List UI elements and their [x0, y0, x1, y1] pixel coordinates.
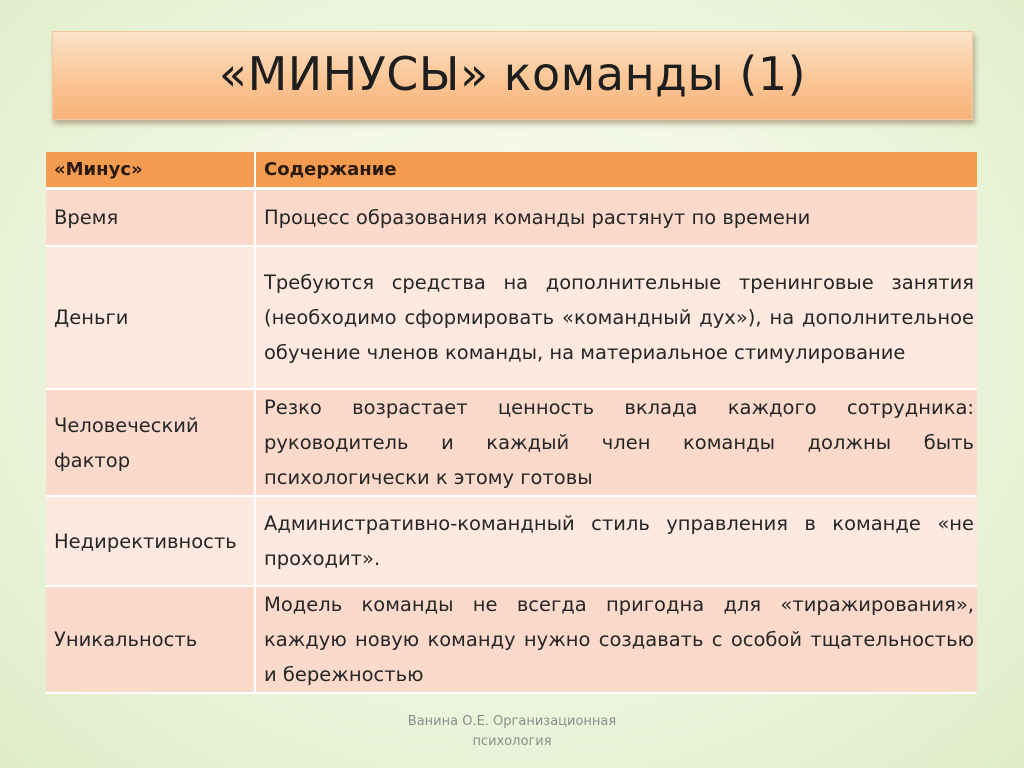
minus-cell: Уникальность — [46, 586, 255, 693]
slide-title: «МИНУСЫ» команды (1) — [218, 46, 807, 101]
column-header-minus: «Минус» — [46, 152, 255, 188]
content-cell: Процесс образования команды растянут по времени — [255, 188, 977, 246]
minus-table — [46, 152, 977, 694]
minus-cell: Человеческий фактор — [46, 389, 255, 496]
table-row — [46, 188, 977, 246]
content-cell: Требуются средства на дополнительные тренинговые занятия (необходимо сформировать «командный дух»), на дополнительное обучение членов команды, на материальное стимулирование — [255, 246, 977, 389]
column-header-content: Содержание — [255, 152, 977, 188]
table-row — [46, 586, 977, 693]
minus-cell: Деньги — [46, 246, 255, 389]
table-row — [46, 496, 977, 586]
content-cell: Административно-командный стиль управления в команде «не проходит». — [255, 496, 977, 586]
footer-line-2: психология — [472, 734, 552, 749]
minus-cell: Время — [46, 188, 255, 246]
content-cell: Резко возрастает ценность вклада каждого сотрудника: руководитель и каждый член команды должны быть психологически к этому готовы — [255, 389, 977, 496]
table-row — [46, 389, 977, 496]
title-banner — [52, 31, 973, 120]
table-row — [46, 246, 977, 389]
minus-cell: Недирективность — [46, 496, 255, 586]
content-cell: Модель команды не всегда пригодна для «тиражирования», каждую новую команду нужно создавать с особой тщательностью и бережностью — [255, 586, 977, 693]
footer-line-1: Ванина О.Е. Организационная — [407, 714, 617, 729]
table-header-row — [46, 152, 977, 188]
footer-attribution — [0, 712, 1024, 752]
